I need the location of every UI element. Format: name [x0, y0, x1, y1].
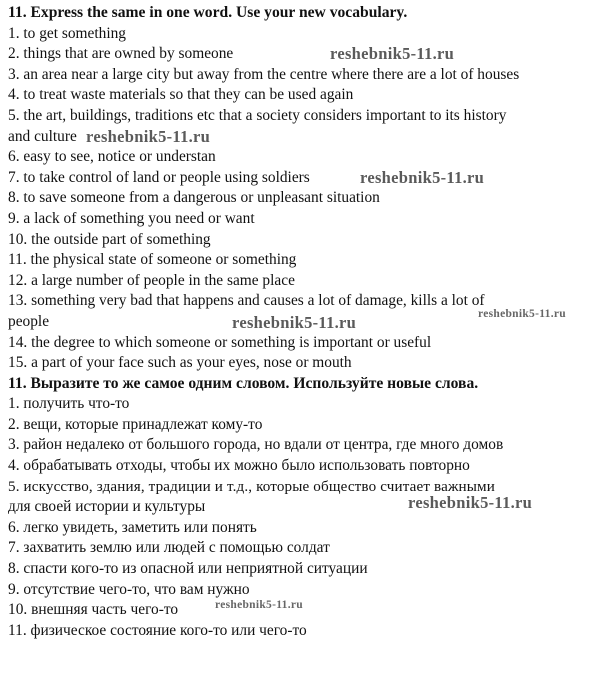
exercise-heading-ru: 11. Выразите то же самое одним словом. Используйте новые слова. [8, 374, 479, 392]
list-item-continuation: people [8, 312, 50, 330]
watermark: reshebnik5-11.ru [232, 313, 357, 332]
list-item: 1. получить что-то [8, 395, 130, 413]
list-item-continuation: and culture [8, 127, 77, 145]
list-item: 6. легко увидеть, заметить или понять [8, 518, 257, 536]
list-item: 5. искусство, здания, традиции и т.д., которые общество считает важными [8, 478, 495, 495]
list-item: 2. вещи, которые принадлежат кому-то [8, 415, 263, 433]
list-item: 1. to get something [8, 24, 126, 42]
list-item: 11. физическое состояние кого-то или чего-то [8, 621, 307, 639]
exercise-heading-en: 11. Express the same in one word. Use your new vocabulary. [8, 4, 408, 21]
list-item: 11. the physical state of someone or something [8, 251, 297, 269]
list-item: 8. to save someone from a dangerous or unpleasant situation [8, 189, 380, 207]
watermark: reshebnik5-11.ru [360, 168, 485, 187]
list-item: 12. a large number of people in the same place [8, 271, 295, 289]
list-item: 10. внешняя часть чего-то [8, 601, 179, 619]
list-item: 13. something very bad that happens and causes a lot of damage, kills a lot of [8, 292, 485, 310]
watermark: reshebnik5-11.ru [478, 308, 566, 320]
list-item: 4. обрабатывать отходы, чтобы их можно было использовать повторно [8, 457, 470, 475]
list-item: 15. a part of your face such as your eyes, nose or mouth [8, 354, 352, 372]
list-item: 5. the art, buildings, traditions etc that a society considers important to its history [8, 106, 507, 124]
list-item: 3. an area near a large city but away from the centre where there are a lot of houses [8, 65, 520, 83]
watermark: reshebnik5-11.ru [330, 44, 455, 63]
list-item: 14. the degree to which someone or something is important or useful [8, 333, 432, 351]
list-item: 7. to take control of land or people using soldiers [8, 168, 310, 186]
list-item-continuation: для своей истории и культуры [8, 498, 206, 516]
list-item: 9. отсутствие чего-то, что вам нужно [8, 580, 250, 598]
list-item: 4. to treat waste materials so that they can be used again [8, 86, 354, 104]
list-item: 2. things that are owned by someone [8, 45, 234, 63]
list-item: 3. район недалеко от большого города, но вдали от центра, где много домов [8, 436, 504, 454]
list-item: 8. спасти кого-то из опасной или неприятной ситуации [8, 560, 368, 578]
list-item: 6. easy to see, notice or understan [8, 148, 216, 166]
list-item: 10. the outside part of something [8, 230, 211, 248]
list-item: 9. a lack of something you need or want [8, 209, 255, 227]
watermark: reshebnik5-11.ru [408, 493, 533, 512]
watermark: reshebnik5-11.ru [215, 599, 303, 611]
list-item: 7. захватить землю или людей с помощью солдат [8, 539, 330, 557]
watermark: reshebnik5-11.ru [86, 127, 211, 146]
